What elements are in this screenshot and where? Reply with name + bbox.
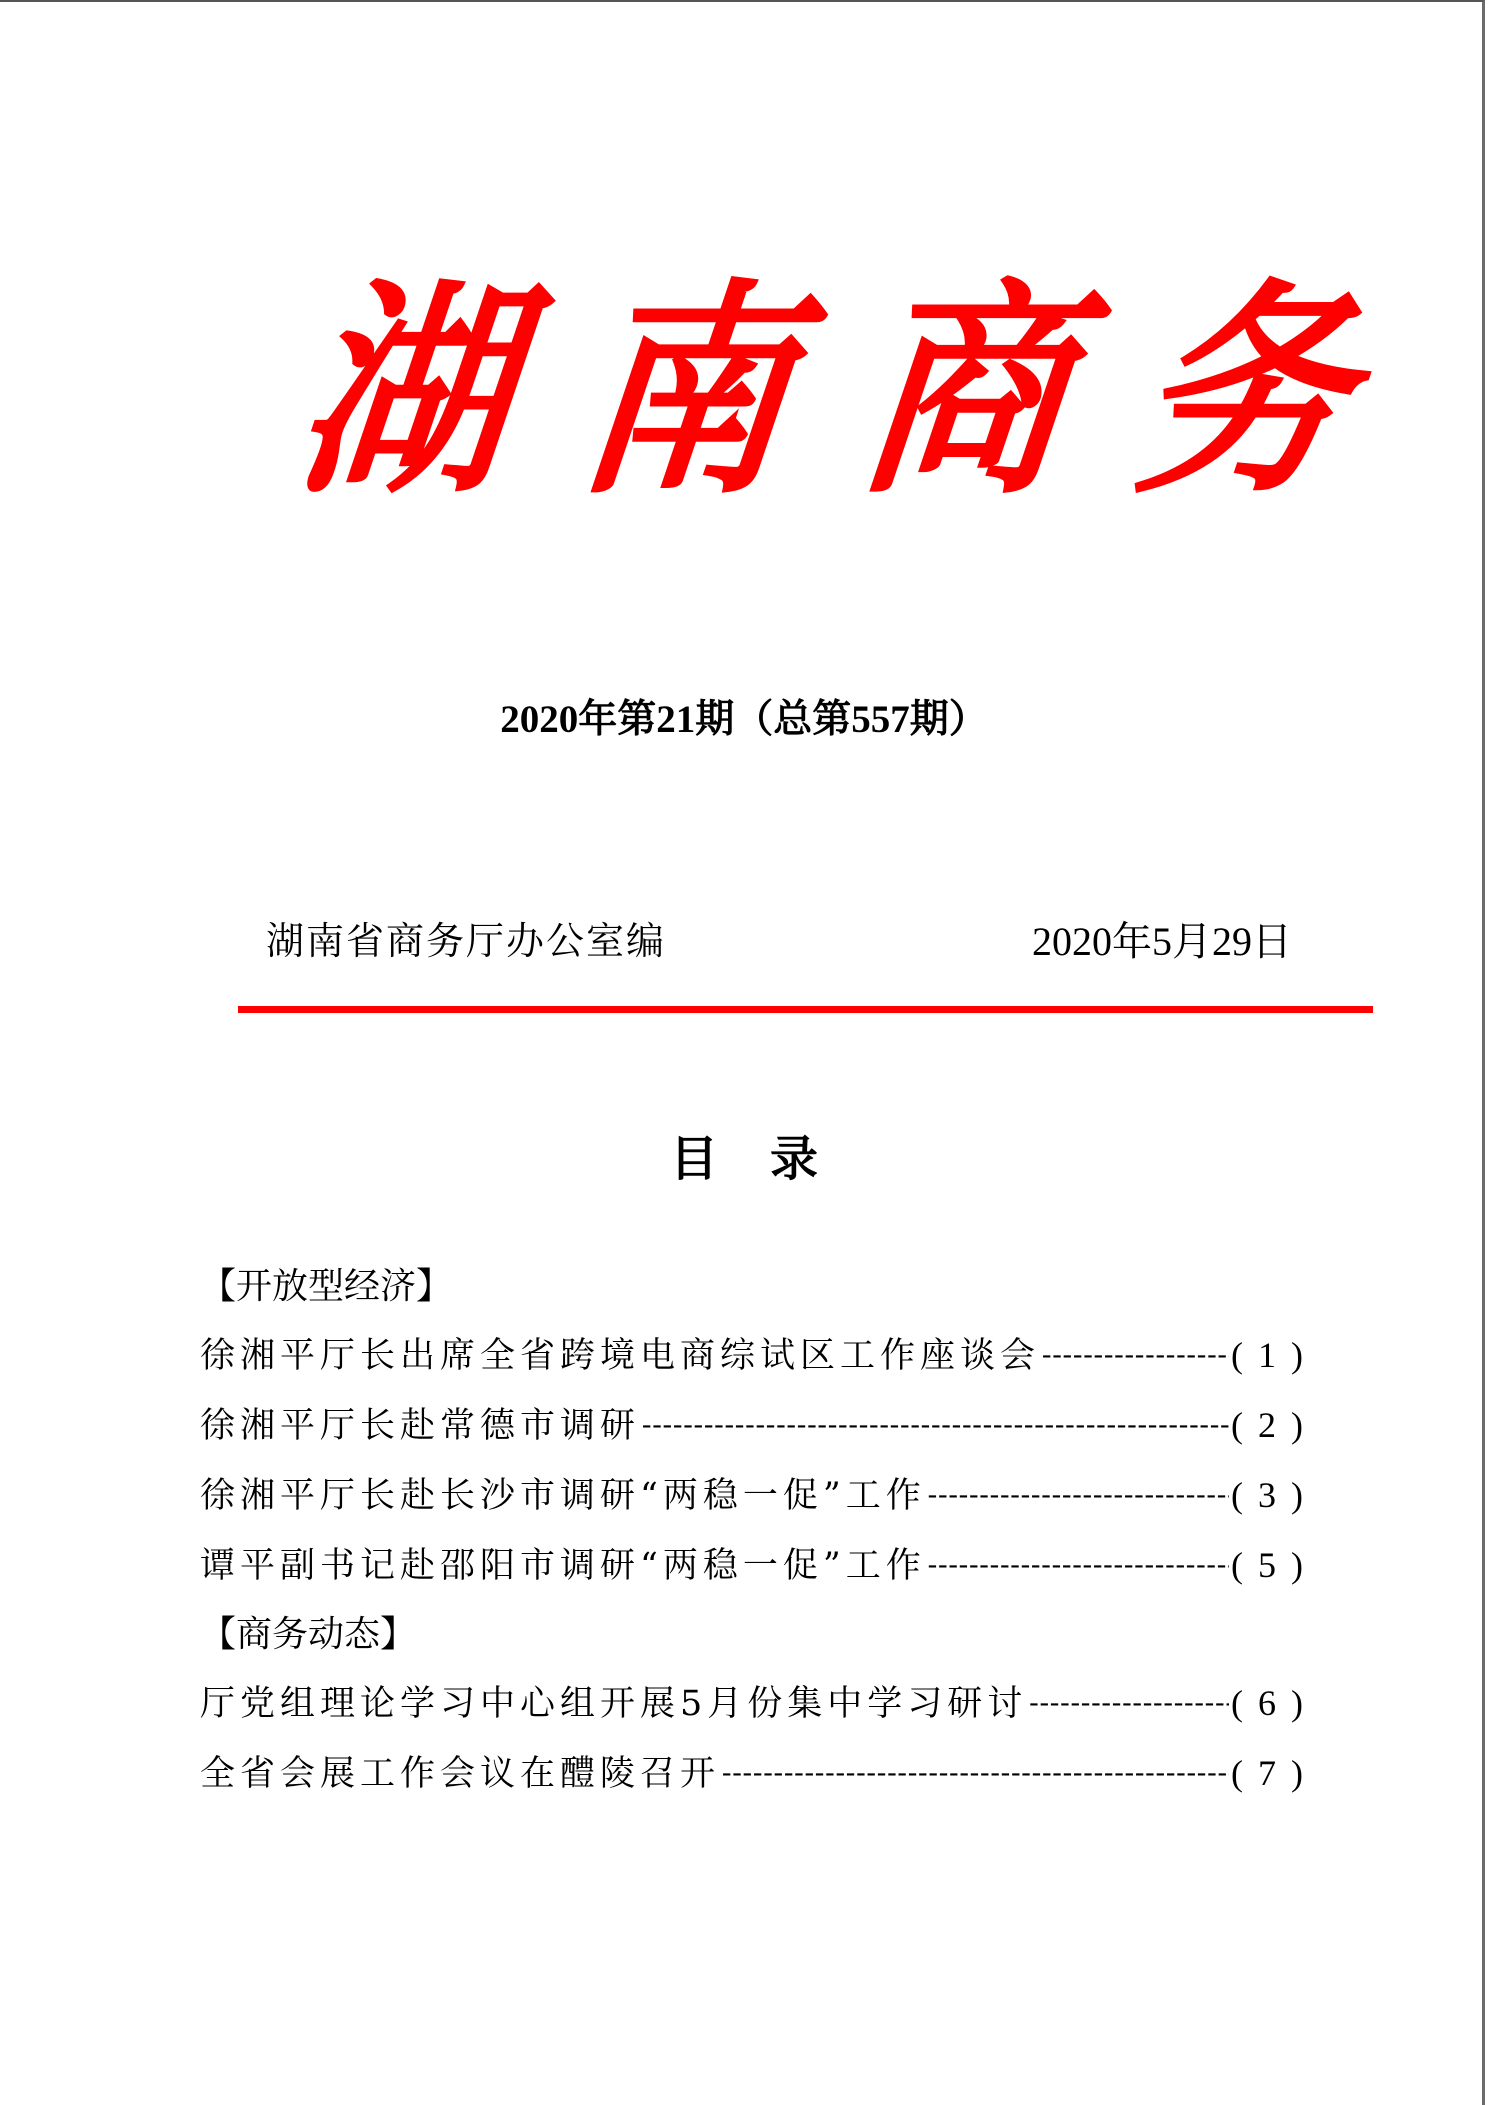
toc-entry-title: 全省会展工作会议在醴陵召开 — [200, 1754, 721, 1794]
red-divider — [238, 1006, 1373, 1013]
toc-leader-dashes — [928, 1470, 1229, 1520]
toc-leader-dashes — [1029, 1678, 1229, 1728]
toc-entry-page: ( 6 ) — [1231, 1683, 1306, 1723]
issue-number: 2020年第21期（总第557期） — [500, 698, 988, 741]
toc-entry-page: ( 1 ) — [1231, 1335, 1306, 1375]
toc-section-heading: 【商务动态】 — [200, 1614, 417, 1655]
toc-leader-dashes — [928, 1540, 1229, 1590]
toc-entry[interactable] — [200, 1400, 1306, 1450]
toc-entry-title: 谭平副书记赴邵阳市调研“两稳一促”工作 — [200, 1546, 926, 1586]
toc-leader-dashes — [1042, 1330, 1229, 1380]
table-of-contents — [200, 1262, 1306, 1818]
toc-entry-page: ( 2 ) — [1231, 1405, 1306, 1445]
masthead-char: 商 — [846, 258, 1085, 525]
toc-section-heading: 【开放型经济】 — [200, 1266, 453, 1307]
publication-date: 2020年5月29日 — [1032, 919, 1292, 964]
toc-leader-dashes — [722, 1748, 1229, 1798]
toc-entry-title: 徐湘平厅长赴长沙市调研“两稳一促”工作 — [200, 1476, 926, 1516]
masthead-char: 务 — [1125, 258, 1365, 525]
toc-title — [0, 1120, 1488, 1189]
masthead-title — [286, 258, 1365, 525]
toc-entry[interactable] — [200, 1540, 1306, 1590]
masthead-char: 湖 — [286, 258, 525, 525]
toc-entry-title: 徐湘平厅长赴常德市调研 — [200, 1406, 641, 1446]
toc-title-char: 录 — [770, 1131, 819, 1187]
toc-entry[interactable] — [200, 1330, 1306, 1380]
toc-leader-dashes — [642, 1400, 1229, 1450]
masthead-char: 南 — [566, 258, 805, 525]
toc-title-char: 目 — [669, 1131, 718, 1187]
toc-entry-title: 厅党组理论学习中心组开展5月份集中学习研讨 — [200, 1684, 1028, 1724]
toc-entry-page: ( 7 ) — [1231, 1753, 1306, 1793]
toc-entry[interactable] — [200, 1748, 1306, 1798]
toc-entry[interactable] — [200, 1470, 1306, 1520]
toc-entry-title: 徐湘平厅长出席全省跨境电商综试区工作座谈会 — [200, 1336, 1041, 1376]
toc-entry[interactable] — [200, 1678, 1306, 1728]
publisher-name: 湖南省商务厅办公室编 — [266, 919, 667, 963]
toc-entry-page: ( 3 ) — [1231, 1475, 1306, 1515]
toc-entry-page: ( 5 ) — [1231, 1545, 1306, 1585]
